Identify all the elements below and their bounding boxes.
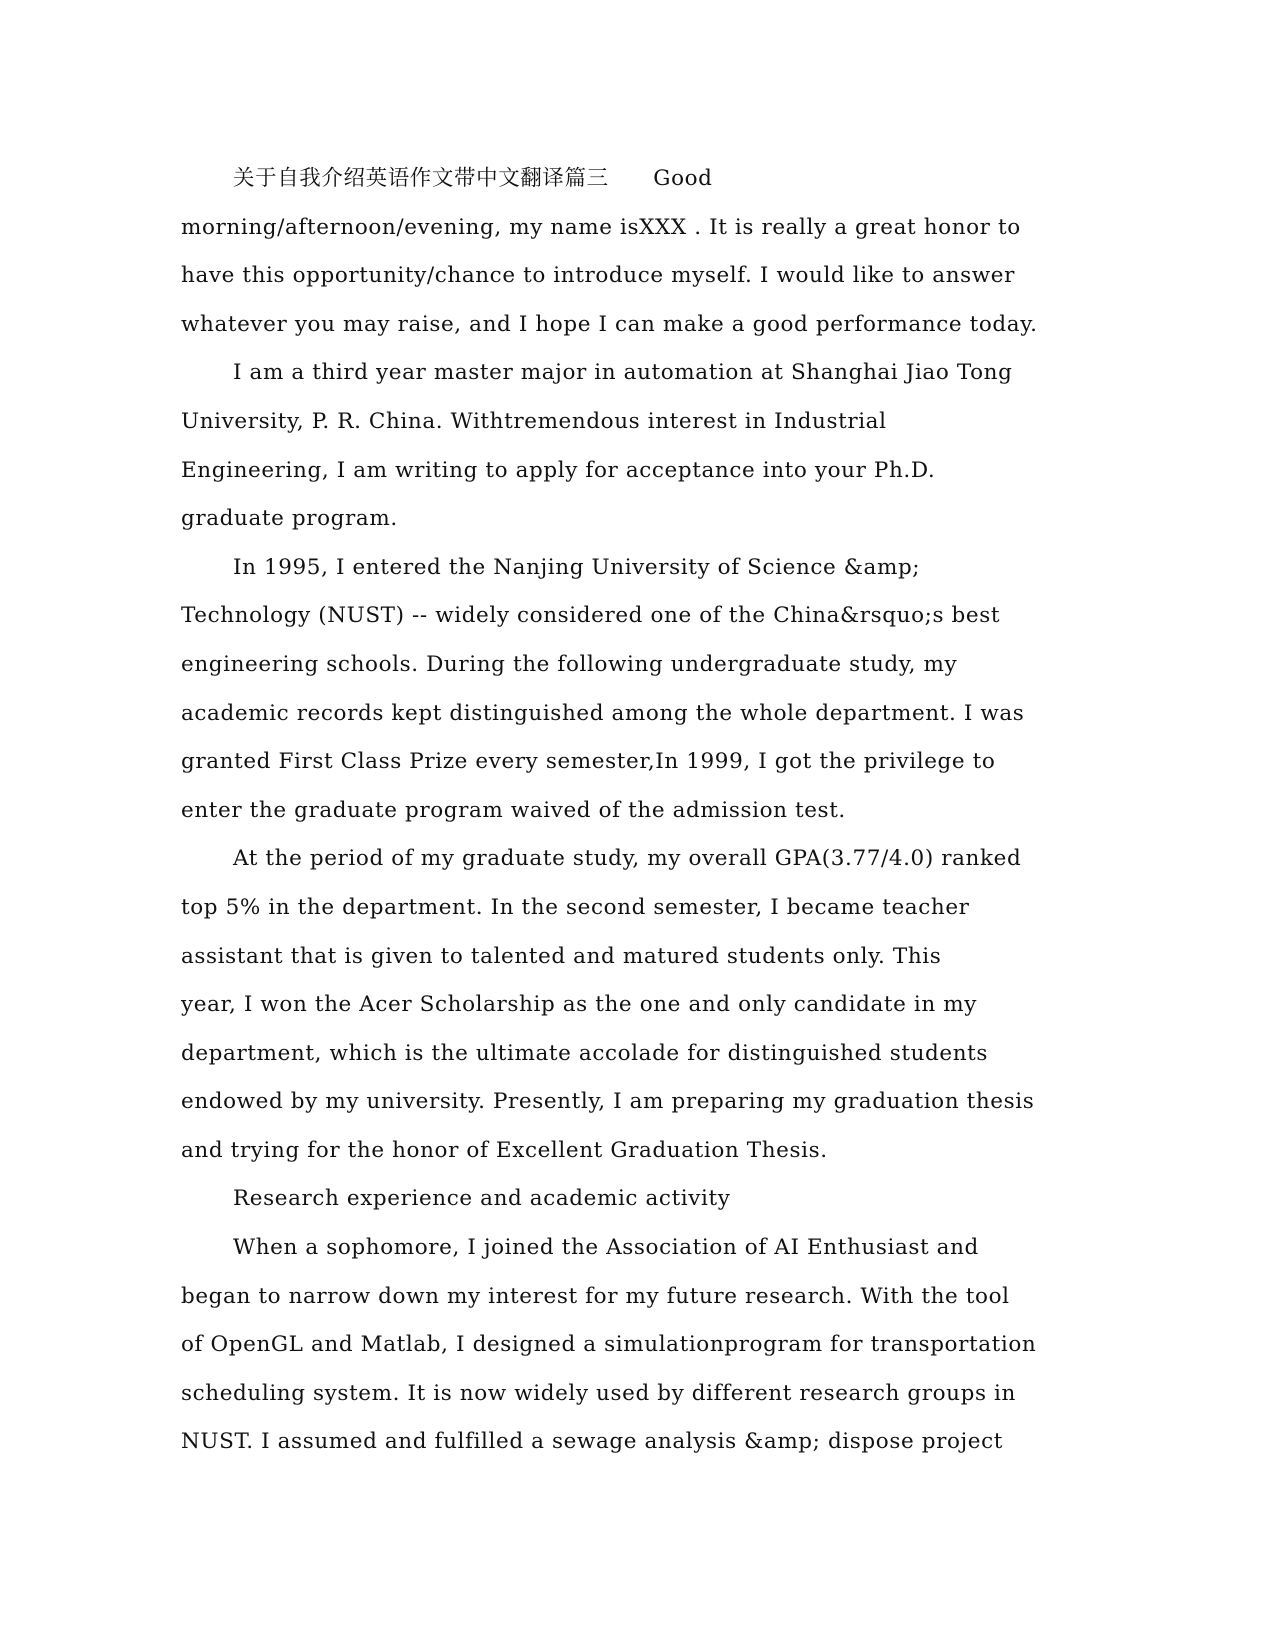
text-line: assistant that is given to talented and matured students only. This [181,943,942,969]
text-line: began to narrow down my interest for my future research. With the tool [181,1283,1010,1309]
text-line: academic records kept distinguished among the whole department. I was [181,700,1025,726]
text-line: engineering schools. During the following undergraduate study, my [181,651,958,677]
text-line: At the period of my graduate study, my overall GPA(3.77/4.0) ranked [233,846,1022,872]
text-line: department, which is the ultimate accolade for distinguished students [181,1040,989,1066]
text-line: Technology (NUST) -- widely considered one of the China&rsquo;s best [181,603,1001,629]
text-line: morning/afternoon/evening, my name isXXX . It is really a great honor to [181,214,1021,240]
text-line: and trying for the honor of Excellent Graduation Thesis. [181,1137,828,1163]
text-line: I am a third year master major in automation at Shanghai Jiao Tong [233,360,1013,386]
text-line: Engineering, I am writing to apply for acceptance into your Ph.D. [181,457,936,483]
text-line: of OpenGL and Matlab, I designed a simulationprogram for transportation [181,1332,1037,1358]
text-line: granted First Class Prize every semester,In 1999, I got the privilege to [181,749,996,775]
text-line: endowed by my university. Presently, I am preparing my graduation thesis [181,1089,1035,1115]
text-line: enter the graduate program waived of the admission test. [181,797,846,823]
text-line: year, I won the Acer Scholarship as the one and only candidate in my [181,992,977,1018]
text-line: whatever you may raise, and I hope I can make a good performance today. [181,311,1038,337]
text-line: have this opportunity/chance to introduce myself. I would like to answer [181,263,1015,289]
text-line: University, P. R. China. Withtremendous interest in Industrial [181,408,887,434]
text-line: 关于自我介绍英语作文带中文翻译篇三 Good [233,166,713,191]
text-line: graduate program. [181,506,398,532]
text-line: NUST. I assumed and fulfilled a sewage analysis &amp; dispose project [181,1429,1003,1455]
text-line: In 1995, I entered the Nanjing University of Science &amp; [233,554,921,580]
document-body [181,155,1093,1467]
text-line: top 5% in the department. In the second semester, I became teacher [181,894,970,920]
text-line: When a sophomore, I joined the Association of AI Enthusiast and [233,1235,979,1261]
text-line: scheduling system. It is now widely used by different research groups in [181,1380,1016,1406]
text-line: Research experience and academic activity [233,1186,731,1212]
